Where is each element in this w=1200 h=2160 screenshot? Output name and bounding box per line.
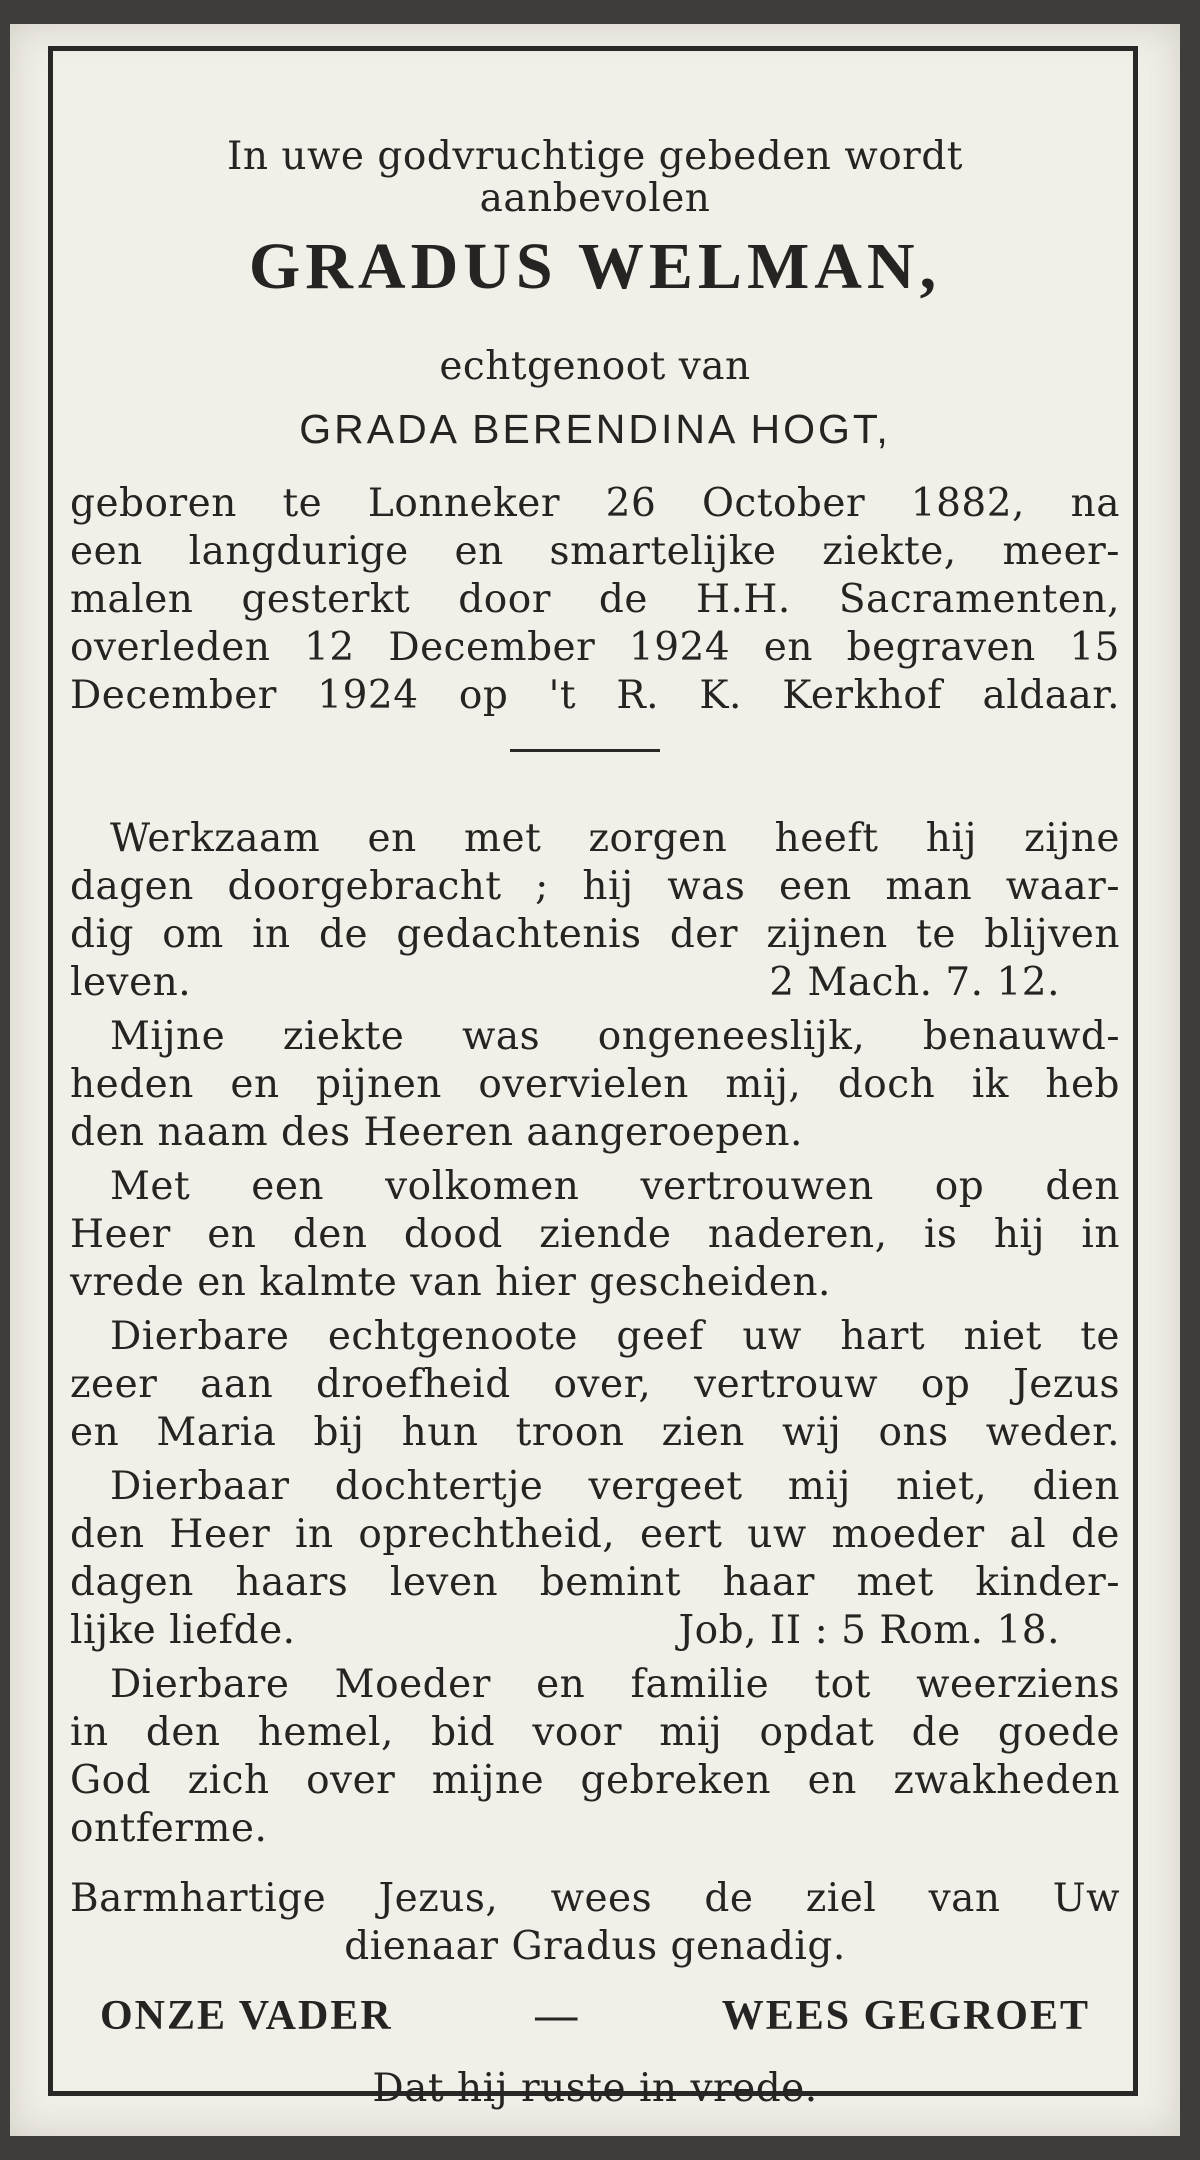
verse-line-end: leven. <box>70 960 192 1005</box>
verse-line: Dierbaar dochtertje vergeet mij niet, dien <box>110 1464 1120 1509</box>
verse-line: zeer aan droefheid over, vertrouw op Jezus <box>70 1362 1120 1407</box>
spouse-name: GRADA BERENDINA HOGT, <box>299 406 891 452</box>
memorial-card <box>10 24 1180 2136</box>
verse-line: den Heer in oprechtheid, eert uw moeder al de <box>70 1512 1120 1557</box>
verse-line: dig om in de gedachtenis der zijnen te blijven <box>70 912 1120 957</box>
prayer-hail-mary: WEES GEGROET <box>721 1993 1090 2039</box>
verse-line: God zich over mijne gebreken en zwakheden <box>70 1758 1120 1803</box>
verse-citation-line <box>70 1606 1120 1656</box>
verse-line: Mijne ziekte was ongeneeslijk, benauwd- <box>110 1014 1120 1059</box>
verse-line: en Maria bij hun troon zien wij ons weder. <box>70 1410 1120 1455</box>
verse-line: Werkzaam en met zorgen heeft hij zijne <box>110 816 1120 861</box>
prayer-our-father: ONZE VADER <box>100 1993 393 2039</box>
verse-line: Dierbare Moeder en familie tot weerziens <box>110 1662 1120 1707</box>
verse-line: dagen doorgebracht ; hij was een man waar- <box>70 864 1120 909</box>
verse-line: ontferme. <box>70 1806 268 1851</box>
verse-citation-line <box>70 958 1120 1008</box>
section-divider <box>510 749 660 752</box>
bio-line: overleden 12 December 1924 en begraven 15 <box>70 625 1120 670</box>
verse-line-end: lijke liefde. <box>70 1608 296 1653</box>
deceased-name: GRADUS WELMAN, <box>248 230 942 303</box>
verse-line: Met een volkomen vertrouwen op den <box>110 1164 1120 1209</box>
verse-citation: Job, II : 5 Rom. 18. <box>678 1608 1060 1653</box>
verse-line: in den hemel, bid voor mij opdat de goede <box>70 1710 1120 1755</box>
intro-line-1: In uwe godvruchtige gebeden wordt <box>227 134 963 179</box>
verse-line: dienaar Gradus genadig. <box>344 1924 846 1969</box>
bio-line: een langdurige en smartelijke ziekte, meer- <box>70 529 1120 574</box>
bio-line: malen gesterkt door de H.H. Sacramenten, <box>70 577 1120 622</box>
intro-line-2: aanbevolen <box>479 176 711 221</box>
relation-text: echtgenoot van <box>439 344 751 389</box>
closing-line: Dat hij ruste in vrede. <box>372 2066 818 2111</box>
verse-line: vrede en kalmte van hier gescheiden. <box>70 1260 831 1305</box>
verse-line: den naam des Heeren aangeroepen. <box>70 1110 803 1155</box>
verse-line: Heer en den dood ziende naderen, is hij in <box>70 1212 1120 1257</box>
prayer-line <box>100 1992 1090 2040</box>
verse-line: Dierbare echtgenoote geef uw hart niet te <box>110 1314 1120 1359</box>
bio-line: geboren te Lonneker 26 October 1882, na <box>70 481 1120 526</box>
bio-line: December 1924 op 't R. K. Kerkhof aldaar. <box>70 673 1120 718</box>
verse-line: heden en pijnen overvielen mij, doch ik heb <box>70 1062 1120 1107</box>
verse-line: dagen haars leven bemint haar met kinder- <box>70 1560 1120 1605</box>
verse-line: Barmhartige Jezus, wees de ziel van Uw <box>70 1876 1120 1921</box>
prayer-dash: — <box>535 1993 580 2039</box>
verse-citation: 2 Mach. 7. 12. <box>769 960 1060 1005</box>
